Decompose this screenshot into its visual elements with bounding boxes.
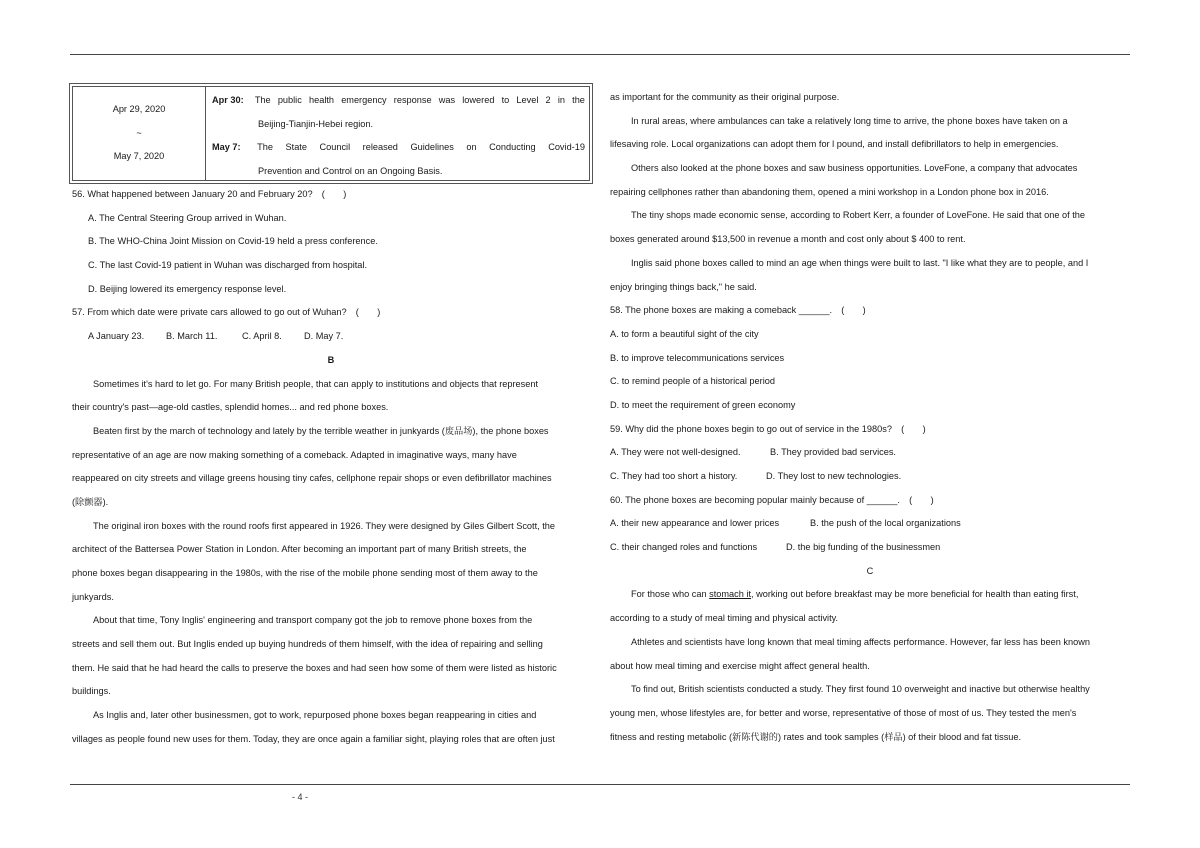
event-word: Covid-19 [548,142,585,152]
timeline-table [72,86,590,181]
event-word: health [308,95,335,105]
event-word: released [362,142,398,152]
q57-option-a: A January 23. [88,331,145,342]
timeline-event-2-line-1 [212,136,585,160]
passage-b-line: reappeared on city streets and village greens housing tiny cafes, cellphone repair shops or even defibrillator machines [72,473,552,484]
q58-option-c: C. to remind people of a historical period [610,376,775,387]
event-word: Conducting [489,142,536,152]
passage-b-line: The tiny shops made economic sense, according to Robert Kerr, a founder of LoveFone. He said that one of the [631,210,1086,221]
timeline-event-2-line-2: Prevention and Control on an Ongoing Basis. [258,165,443,176]
question-58: 58. The phone boxes are making a comeback ______. ( ) [610,305,866,316]
event-word: to [501,95,510,105]
q58-option-d: D. to meet the requirement of green economy [610,399,796,410]
passage-b-line: enjoy bringing things back," he said. [610,281,757,292]
q60-options-row-1 [610,516,1130,540]
passage-c-line [610,587,1130,611]
timeline-date-start: Apr 29, 2020 [112,104,166,115]
passage-b-line: (除颤器). [72,496,109,507]
event-word: in [557,95,565,105]
event-word: public [277,95,302,105]
event-word: the [572,95,585,105]
passage-b-line: boxes generated around $13,500 in revenue a month and cost only about $ 400 to rent. [610,234,966,245]
timeline-date-end: May 7, 2020 [113,151,165,162]
passage-b-line: streets and sell them out. But Inglis ended up buying hundreds of them himself, with the idea of repairing and selling [72,639,543,650]
event-word: on [466,142,477,152]
event-word: State [285,142,307,152]
passage-b-line: villages as people found new uses for them. Today, they are once again a familiar sight, playing roles that are often just [72,733,555,744]
passage-b-line: About that time, Tony Inglis' engineering and transport company got the job to remove phone boxes from the [93,615,533,626]
timeline-event-1-label: Apr 30: [212,95,244,105]
passage-b-line: lifesaving role. Local organizations can adopt them for l pound, and install defibrillators to help in emergencies. [610,139,1059,150]
passage-b-line: them. He said that he had heard the calls to preserve the boxes and had seen how some of them were listed as historic [72,662,557,673]
q57-option-b: B. March 11. [166,331,218,342]
event-word: Guidelines [410,142,454,152]
q60-option-c: C. their changed roles and functions [610,542,758,553]
q59-options-row-2 [610,469,1130,493]
passage-c-text: For those who can [631,589,710,600]
q57-option-d: D. May 7. [304,331,344,342]
q56-option-a: A. The Central Steering Group arrived in Wuhan. [88,212,287,223]
event-word: response [393,95,432,105]
passage-b-line: architect of the Battersea Power Station in London. After becoming an important part of many British streets, the [72,544,527,555]
passage-b-line: Inglis said phone boxes called to mind an age when things were built to last. "I like what they are to people, and I [631,257,1089,268]
q58-option-b: B. to improve telecommunications services [610,352,785,363]
event-word: Council [319,142,351,152]
passage-b-line: Beaten first by the march of technology and lately by the terrible weather in junkyards (废品场), the phone boxes [93,425,549,436]
event-word: lowered [462,95,495,105]
question-59: 59. Why did the phone boxes begin to go out of service in the 1980s? ( ) [610,423,926,434]
q57-option-c: C. April 8. [242,331,282,342]
q59-option-b: B. They provided bad services. [770,447,896,458]
q56-option-d: D. Beijing lowered its emergency response level. [88,283,287,294]
section-c-heading: C [866,565,874,576]
header-rule [70,54,1130,55]
timeline-event-1-line-2: Beijing-Tianjin-Hebei region. [258,118,374,129]
event-word: 2 [545,95,551,105]
passage-b-line: repairing cellphones rather than abandoning them, opened a mini workshop in a London phone box in 2016. [610,186,1049,197]
question-57: 57. From which date were private cars allowed to go out of Wuhan? ( ) [72,307,381,318]
passage-b-line: Others also looked at the phone boxes and saw business opportunities. LoveFone, a company that advocates [631,163,1078,174]
passage-b-line: as important for the community as their original purpose. [610,92,840,102]
q59-option-c: C. They had too short a history. [610,471,738,481]
passage-b-line: their country's past—age-old castles, splendid homes... and red phone boxes. [72,402,389,413]
event-word: was [438,95,456,105]
passage-c-line: young men, whose lifestyles are, for better and worse, representative of those of most of us. They tested the men's [610,707,1077,718]
q59-options-row-1 [610,445,1130,469]
event-word: emergency [341,95,387,105]
page-number: - 4 - [291,792,308,802]
question-56: 56. What happened between January 20 and February 20? ( ) [72,189,347,199]
event-word: The [254,95,271,105]
q59-option-a: A. They were not well-designed. [610,447,741,458]
q60-option-b: B. the push of the local organizations [810,518,961,529]
question-60: 60. The phone boxes are becoming popular mainly because of ______. ( ) [610,494,934,505]
passage-c-text: , working out before breakfast may be more beneficial for health than eating first, [751,589,1079,600]
q60-options-row-2 [610,540,1130,564]
passage-c-line: To find out, British scientists conducted a study. They first found 10 overweight and inactive but otherwise healthy [631,684,1090,695]
passage-c-line: according to a study of meal timing and physical activity. [610,613,839,624]
q60-option-d: D. the big funding of the businessmen [786,542,941,553]
q56-option-c: C. The last Covid-19 patient in Wuhan was discharged from hospital. [88,260,368,271]
passage-c-line: Athletes and scientists have long known that meal timing affects performance. However, far less has been known [631,636,1090,647]
event-word: The [257,142,273,152]
q58-option-a: A. to form a beautiful sight of the city [610,328,759,339]
underlined-phrase: stomach it [709,589,752,600]
timeline-date-cell [73,87,206,180]
timeline-tilde: ~ [136,127,142,138]
passage-b-line: In rural areas, where ambulances can take a relatively long time to arrive, the phone boxes have taken on a [631,115,1068,126]
passage-b-line: Sometimes it's hard to let go. For many British people, that can apply to institutions and objects that represent [93,378,539,389]
q59-option-d: D. They lost to new technologies. [766,471,902,481]
right-column [610,90,1130,753]
section-b-heading: B [327,354,335,365]
q60-option-a: A. their new appearance and lower prices [610,518,780,529]
event-word: Level [516,95,539,105]
passage-b-line: junkyards. [72,591,114,602]
q56-option-b: B. The WHO-China Joint Mission on Covid-19 held a press conference. [88,236,378,247]
passage-b-line: buildings. [72,686,111,697]
timeline-event-1-line-1 [212,89,585,113]
passage-c-line: fitness and resting metabolic (新陈代谢的) rates and took samples (样品) of their blood and fat tissue. [610,731,1022,742]
q57-options [72,329,590,353]
passage-b-line: phone boxes began disappearing in the 1980s, with the rise of the mobile phone sending most of them away to the [72,568,538,578]
timeline-event-2-label: May 7: [212,142,241,152]
timeline-events-cell [206,87,589,180]
footer-rule [70,784,1130,785]
passage-b-line: The original iron boxes with the round roofs first appeared in 1926. They were designed by Giles Gilbert Scott, the [93,520,556,531]
left-column [72,86,590,756]
passage-c-line: about how meal timing and exercise might affect general health. [610,660,870,671]
passage-b-line: As Inglis and, later other businessmen, got to work, repurposed phone boxes began reappearing in cities and [93,710,537,721]
passage-b-line: representative of an age are now making something of a comeback. Adapted in imaginative ways, many have [72,449,517,460]
